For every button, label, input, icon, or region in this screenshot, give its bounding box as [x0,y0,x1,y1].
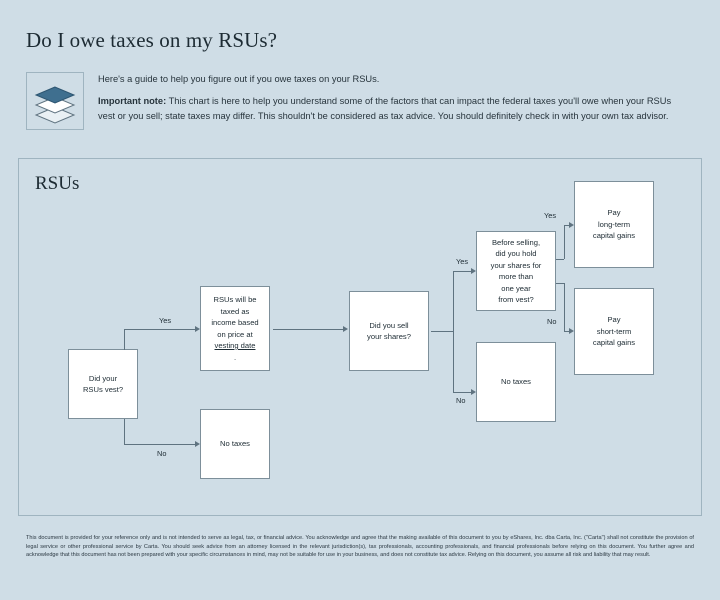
node-did-you-sell-your-shares: Did you sell your shares? [349,291,429,371]
label-yes-vest: Yes [159,316,172,325]
arrow-sell-to-hold [471,268,476,274]
connector-hold-yes-h-in [556,259,564,260]
connector-sell-out [431,331,453,332]
node-rsus-taxed-as-income: RSUs will be taxed as income based on price at vesting date . [200,286,270,371]
stacked-layers-icon [26,72,84,130]
connector-sell-no-h [453,392,471,393]
connector-hold-no-v [564,283,565,331]
label-no-vest: No [157,449,167,458]
intro-note-label: Important note: [98,95,167,106]
flowchart-panel [18,158,702,516]
connector-sell-yes-v [453,271,454,331]
arrow-hold-to-short-term [569,328,574,334]
label-yes-sell: Yes [456,257,469,266]
connector-vest-no-v [124,419,125,444]
connector-vest-yes-v [124,329,125,350]
connector-hold-no-h-in [556,283,564,284]
node-no-taxes-sell: No taxes [476,342,556,422]
node-no-taxes-vest: No taxes [200,409,270,479]
chart-title: RSUs [35,173,80,194]
node-did-your-rsus-vest: Did your RSUs vest? [68,349,138,419]
node-pay-long-term-capital-gains: Pay long-term capital gains [574,181,654,268]
connector-taxed-to-sell [273,329,343,330]
connector-sell-yes-h [453,271,471,272]
page-title: Do I owe taxes on my RSUs? [26,28,278,52]
node-pay-short-term-capital-gains: Pay short-term capital gains [574,288,654,375]
arrow-hold-to-long-term [569,222,574,228]
arrow-sell-to-no-taxes [471,389,476,395]
legal-disclaimer: This document is provided for your reference only and is not intended to serve as legal, tax, or financial advice. You acknowledge and agree that the making available of this document to you by eShares, Inc. dba Carta, Inc. ("Carta") shall not constitute the provision of legal service or other professional service by Carta. You should seek advice from an attorney licensed in the relevant jurisdiction(s), tax professionals, accounting professionals, and financial professionals before relying on this document. You further agree and acknowledge that this document has not been prepared with your specific circumstances in mind, may not be suitable for use in your business, and does not constitute tax advice. Relying on this document, you assume all risk and liability that may result. [26,535,694,559]
arrow-taxed-to-sell [343,326,348,332]
arrow-vest-to-taxed [195,326,200,332]
connector-sell-no-v [453,331,454,392]
connector-hold-yes-v [564,225,565,259]
node-hold-more-than-one-year: Before selling, did you hold your shares for more than one year from vest? [476,231,556,311]
label-no-hold: No [547,317,557,326]
connector-vest-no-h [124,444,195,445]
intro-text [98,72,688,131]
intro-lead: Here's a guide to help you figure out if you owe taxes on your RSUs. [98,74,380,84]
connector-vest-yes-h [124,329,195,330]
label-no-sell: No [456,396,466,405]
intro-note-body: This chart is here to help you understand some of the factors that can impact the federal taxes you'll owe when your RSUs vest or you sell; state taxes may differ. This shouldn't be considered as tax advice. You should definitely check in with your own tax advisor. [98,95,672,121]
label-yes-hold: Yes [544,211,557,220]
intro-note [98,94,688,125]
arrow-vest-to-no-taxes [195,441,200,447]
